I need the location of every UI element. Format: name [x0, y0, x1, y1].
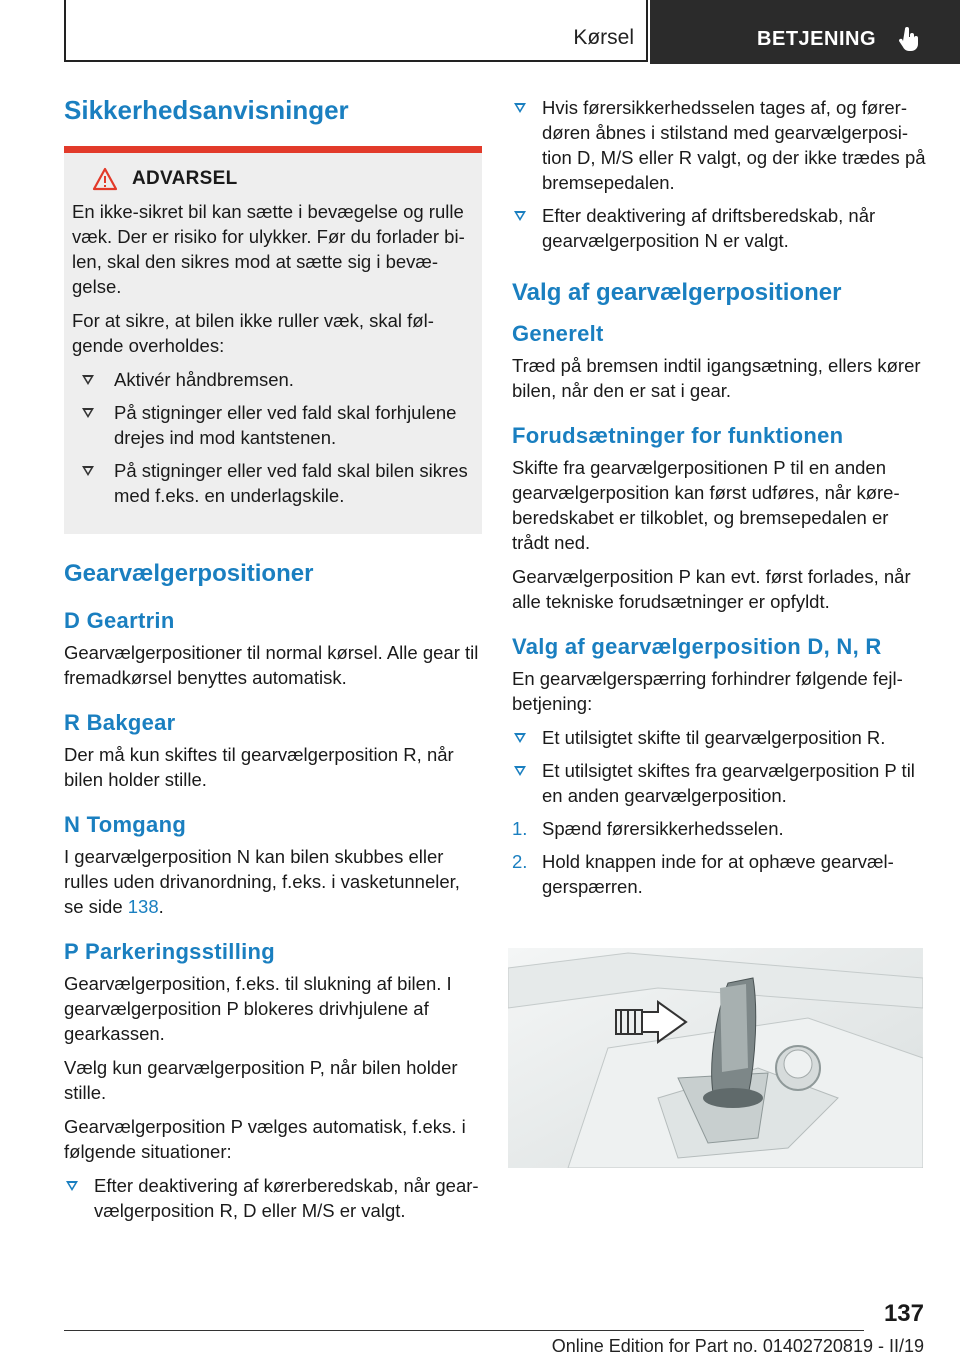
section-heading-selecting: Valg af gearvælgerpositioner — [512, 279, 842, 306]
subheading-prerequisites: Forudsætninger for funktionen — [512, 423, 844, 448]
list-item: Et utilsigtet skifte til gearvælgerposition R. — [512, 725, 928, 750]
footer-divider — [64, 1330, 864, 1331]
p-situations-list-continued — [512, 95, 928, 253]
page-title: Sikkerhedsanvisninger — [64, 95, 349, 125]
subheading-d: D Geartrin — [64, 608, 175, 633]
paragraph-n: I gearvælgerposition N kan bilen skubbes eller rulles uden drivanordning, f.eks. i vasketunneler, se side 138. — [64, 846, 460, 917]
step-number: 2. — [512, 851, 528, 872]
subheading-select-dnr: Valg af gearvælgerposition D, N, R — [512, 634, 882, 659]
bullet-triangle-icon — [66, 1181, 78, 1191]
header-section-box — [64, 0, 648, 62]
paragraph-prerequisites-1: Skifte fra gearvælgerpositionen P til en anden gearvælgerposition kan først udføres, når køreberedskabet er tilkoblet, og bremsepedalen er trådt ned. — [512, 457, 900, 553]
page-link-138[interactable]: 138 — [127, 896, 159, 917]
list-item: På stigninger eller ved fald skal bilen sikres med f.eks. en underlagskile. — [80, 458, 474, 508]
warning-box — [64, 153, 482, 534]
p-situations-list — [64, 1173, 482, 1223]
hand-pointer-icon — [896, 26, 922, 52]
header-chapter-box — [650, 0, 960, 64]
left-column — [64, 95, 482, 1231]
interlock-list — [512, 725, 928, 808]
paragraph-p-2: Vælg kun gearvælgerposition P, når bilen holder stille. — [64, 1057, 458, 1103]
bullet-triangle-icon — [514, 103, 526, 113]
paragraph-prerequisites-2: Gearvælgerposition P kan evt. først forlades, når alle tekniske forudsætninger er opfyldt. — [512, 566, 911, 612]
subheading-p: P Parkeringsstilling — [64, 939, 276, 964]
section-heading-gear-positions: Gearvælgerpositioner — [64, 560, 314, 587]
footer-edition: Online Edition for Part no. 01402720819 - II/19 — [551, 1336, 924, 1356]
gear-selector-figure — [508, 948, 923, 1168]
step-item: 1. Spænd førersikkerhedsselen. — [512, 818, 784, 839]
right-column — [512, 95, 928, 907]
subheading-r: R Bakgear — [64, 710, 176, 735]
header-section-title: Kørsel — [573, 26, 634, 49]
bullet-triangle-icon — [514, 211, 526, 221]
gear-selector-illustration — [508, 948, 923, 1168]
steps-list — [512, 816, 928, 899]
warning-triangle-icon — [92, 167, 118, 191]
bullet-triangle-icon — [82, 408, 94, 418]
bullet-triangle-icon — [514, 766, 526, 776]
step-item: 2. Hold knappen inde for at ophæve gearvælgerspærren. — [512, 851, 894, 897]
paragraph-p-3: Gearvælgerposition P vælges automatisk, f.eks. i følgende situationer: — [64, 1116, 466, 1162]
subheading-general: Generelt — [512, 321, 604, 346]
subheading-n: N Tomgang — [64, 812, 187, 837]
paragraph-p-1: Gearvælgerposition, f.eks. til slukning af bilen. I gearvælgerposition P blokeres drivhjulene af gearkassen. — [64, 973, 452, 1044]
bullet-triangle-icon — [82, 375, 94, 385]
list-item: På stigninger eller ved fald skal forhjulene drejes ind mod kantstenen. — [80, 400, 474, 450]
paragraph-r: Der må kun skiftes til gearvælgerposition R, når bilen holder stille. — [64, 744, 454, 790]
paragraph-d: Gearvælgerpositioner til normal kørsel. Alle gear til fremadkørsel benyttes automatisk. — [64, 642, 479, 688]
paragraph-select-dnr: En gearvælgerspærring forhindrer følgende fejlbetjening: — [512, 668, 903, 714]
warning-list — [72, 367, 474, 508]
list-item: Et utilsigtet skiftes fra gearvælgerposition P til en anden gearvælgerposition. — [512, 758, 928, 808]
warning-title: ADVARSEL — [132, 168, 238, 189]
warning-paragraph-1: En ikke-sikret bil kan sætte i bevægelse og rulle væk. Der er risiko for ulykker. Før du forlader bilen, skal den sikres mod at sætte sig i bevægelse. — [72, 201, 465, 297]
title-divider — [64, 146, 482, 153]
warning-paragraph-2: For at sikre, at bilen ikke ruller væk, skal følgende overholdes: — [72, 310, 434, 356]
bullet-triangle-icon — [82, 466, 94, 476]
page-header — [64, 0, 960, 64]
page-number: 137 — [883, 1300, 924, 1327]
paragraph-general: Træd på bremsen indtil igangsætning, ellers kører bilen, når den er sat i gear. — [512, 355, 921, 401]
list-item: Efter deaktivering af driftsberedskab, når gearvælgerposition N er valgt. — [512, 203, 928, 253]
bullet-triangle-icon — [514, 733, 526, 743]
warning-header — [92, 167, 474, 191]
header-chapter-title: BETJENING — [757, 28, 876, 50]
step-number: 1. — [512, 818, 528, 839]
list-item: Efter deaktivering af kørerberedskab, når gearvælgerposition R, D eller M/S er valgt. — [64, 1173, 482, 1223]
list-item: Aktivér håndbremsen. — [80, 367, 474, 392]
list-item: Hvis førersikkerhedsselen tages af, og førerdøren åbnes i stilstand med gearvælgerposition D, M/S eller R valgt, og der ikke trædes på bremsepedalen. — [512, 95, 928, 195]
